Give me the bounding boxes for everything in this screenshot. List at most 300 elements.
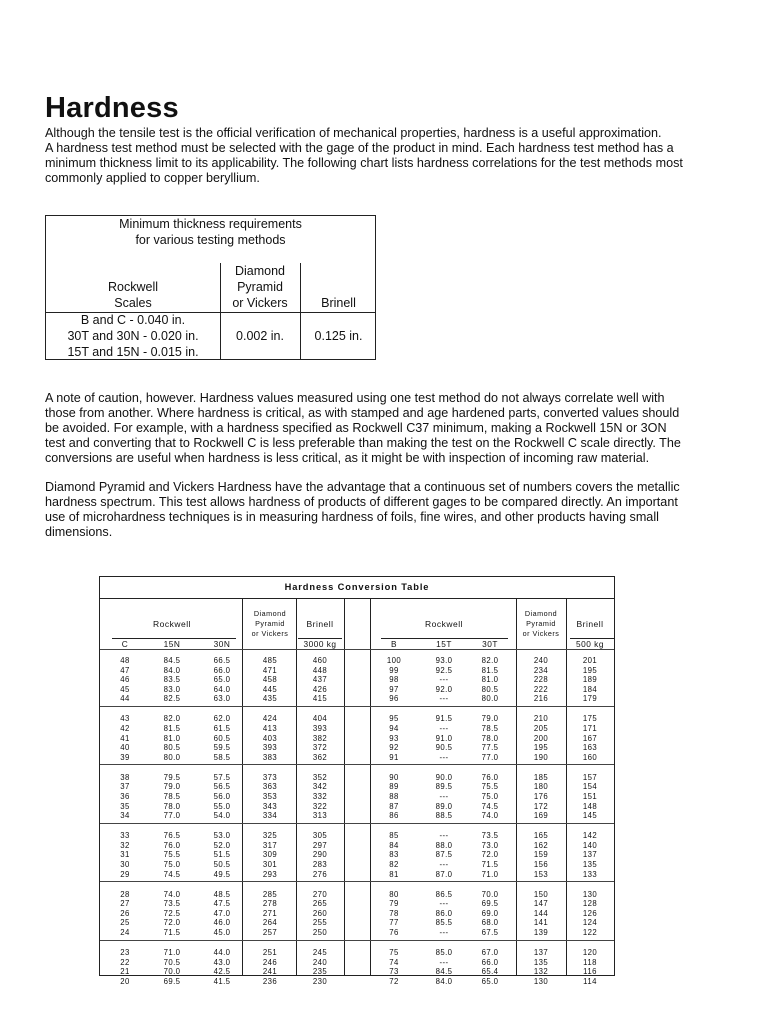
right-cell-15t: 91.0 [435, 733, 453, 743]
right-cell-dp: 185 [533, 772, 549, 782]
right-cell-brinell: 189 [582, 675, 598, 685]
right-cell-b: 92 [389, 743, 399, 753]
rockwell-value: B and C - 0.040 in. [80, 313, 186, 327]
right-cell-brinell: 154 [582, 782, 598, 792]
right-cell-15t: --- [439, 928, 449, 937]
left-cell-c: 42 [120, 724, 130, 733]
diamond-header-line: Diamond [234, 264, 286, 278]
left-cell-c: 47 [120, 665, 130, 675]
left-cell-brinell: 270 [312, 889, 328, 899]
left-cell-dp: 393 [262, 743, 278, 753]
left-cell-brinell: 404 [312, 714, 328, 724]
right-cell-b: 75 [389, 948, 399, 957]
intro-line: minimum thickness limit to its applicability. The following chart lists hardness correlations for the test methods most [45, 156, 683, 170]
left-cell-c: 20 [120, 976, 130, 986]
right-cell-15t: 87.0 [435, 869, 453, 879]
left-cell-15n: 77.0 [163, 811, 181, 821]
left-cell-brinell: 230 [312, 976, 328, 986]
left-cell-15n: 70.5 [163, 957, 181, 967]
left-cell-30n: 59.5 [213, 743, 231, 753]
right-cell-15t: --- [439, 831, 449, 841]
divider-right-dp [516, 598, 517, 975]
right-cell-30t: 69.5 [481, 899, 499, 909]
left-cell-30n: 56.5 [213, 782, 231, 792]
right-cell-dp: 210 [533, 714, 549, 724]
right-cell-dp: 222 [533, 684, 549, 694]
left-cell-c: 26 [120, 908, 130, 918]
left-cell-c: 40 [120, 743, 130, 753]
left-cell-15n: 79.5 [163, 772, 181, 782]
left-brinell-label: Brinell [306, 619, 334, 629]
left-cell-15n: 76.0 [163, 840, 181, 850]
right-cell-30t: 67.0 [481, 948, 499, 957]
right-cell-b: 81 [389, 869, 399, 879]
right-cell-30t: 81.0 [481, 675, 499, 685]
col-c: C [121, 639, 129, 649]
divider-left-brinell [296, 598, 297, 975]
right-cell-30t: 71.5 [481, 860, 499, 869]
right-cell-30t: 79.0 [481, 714, 499, 724]
right-cell-b: 99 [389, 665, 399, 675]
right-cell-30t: 75.0 [481, 792, 499, 801]
col-divider [300, 263, 301, 359]
right-cell-dp: 139 [533, 928, 549, 937]
right-cell-dp: 240 [533, 656, 549, 665]
left-cell-30n: 57.5 [213, 772, 231, 782]
left-cell-30n: 52.0 [213, 840, 231, 850]
divider-right-start [370, 598, 371, 975]
right-cell-15t: 90.5 [435, 743, 453, 753]
right-cell-b: 86 [389, 811, 399, 821]
left-cell-30n: 47.5 [213, 899, 231, 909]
min-table-title [46, 216, 375, 248]
left-cell-dp: 435 [262, 694, 278, 704]
left-cell-30n: 42.5 [213, 967, 231, 977]
right-cell-brinell: 130 [582, 889, 598, 899]
title-divider [100, 598, 614, 599]
left-cell-15n: 70.0 [163, 967, 181, 977]
diamond-line: dimensions. [45, 525, 113, 539]
right-cell-brinell: 160 [582, 752, 598, 762]
right-cell-brinell: 175 [582, 714, 598, 724]
right-rockwell-label: Rockwell [424, 619, 463, 629]
right-cell-30t: 67.5 [481, 928, 499, 937]
right-cell-30t: 81.5 [481, 665, 499, 675]
right-cell-30t: 73.0 [481, 840, 499, 850]
diamond-header-line: or Vickers [232, 296, 288, 310]
hardness-conversion-table [99, 576, 615, 986]
left-cell-dp: 264 [262, 918, 278, 928]
left-cell-15n: 69.5 [163, 976, 181, 986]
right-brinell-load: 500 kg [576, 639, 604, 649]
left-cell-dp: 343 [262, 801, 278, 811]
left-cell-30n: 49.5 [213, 869, 231, 879]
right-cell-dp: 144 [533, 908, 549, 918]
left-cell-brinell: 260 [312, 908, 328, 918]
left-cell-brinell: 342 [312, 782, 328, 792]
right-cell-15t: 87.5 [435, 850, 453, 860]
left-cell-dp: 317 [262, 840, 278, 850]
right-cell-b: 89 [389, 782, 399, 792]
right-cell-b: 83 [389, 850, 399, 860]
right-cell-30t: 71.0 [481, 869, 499, 879]
intro-paragraph [45, 126, 695, 186]
left-cell-30n: 63.0 [213, 694, 231, 704]
left-cell-c: 31 [120, 850, 130, 860]
right-cell-b: 77 [389, 918, 399, 928]
col-15t: 15T [436, 639, 452, 649]
right-dp-label [516, 609, 566, 639]
left-cell-30n: 45.0 [213, 928, 231, 937]
left-cell-brinell: 250 [312, 928, 328, 937]
left-cell-30n: 41.5 [213, 976, 231, 986]
left-cell-dp: 278 [262, 899, 278, 909]
left-cell-brinell: 460 [312, 656, 328, 665]
group-separator [100, 823, 614, 824]
right-cell-brinell: 140 [582, 840, 598, 850]
right-cell-dp: 190 [533, 752, 549, 762]
left-cell-15n: 79.0 [163, 782, 181, 792]
header-rule [100, 649, 614, 650]
right-cell-brinell: 122 [582, 928, 598, 937]
right-cell-b: 78 [389, 908, 399, 918]
left-cell-brinell: 372 [312, 743, 328, 753]
right-cell-30t: 80.5 [481, 684, 499, 694]
left-dp-label [246, 609, 294, 639]
right-cell-dp: 228 [533, 675, 549, 685]
right-cell-30t: 69.0 [481, 908, 499, 918]
left-cell-c: 41 [120, 733, 130, 743]
left-cell-c: 43 [120, 714, 130, 724]
left-cell-15n: 76.5 [163, 831, 181, 841]
left-cell-dp: 424 [262, 714, 278, 724]
left-cell-15n: 71.0 [163, 948, 181, 957]
min-table-title-line: for various testing methods [135, 233, 286, 247]
right-cell-dp: 159 [533, 850, 549, 860]
right-cell-b: 98 [389, 675, 399, 685]
left-cell-c: 44 [120, 694, 130, 704]
right-cell-b: 87 [389, 801, 399, 811]
group-separator [100, 706, 614, 707]
left-cell-brinell: 362 [312, 752, 328, 762]
right-cell-15t: 86.5 [435, 889, 453, 899]
right-cell-15t: --- [439, 694, 449, 704]
rockwell-header-line: Rockwell [107, 280, 158, 294]
left-cell-15n: 74.0 [163, 889, 181, 899]
rockwell-header [46, 279, 220, 311]
left-cell-dp: 471 [262, 665, 278, 675]
right-cell-brinell: 120 [582, 948, 598, 957]
right-cell-30t: 74.5 [481, 801, 499, 811]
right-cell-dp: 172 [533, 801, 549, 811]
left-cell-15n: 83.5 [163, 675, 181, 685]
left-cell-15n: 75.0 [163, 860, 181, 869]
left-cell-dp: 363 [262, 782, 278, 792]
left-rockwell-label: Rockwell [152, 619, 191, 629]
right-cell-b: 72 [389, 976, 399, 986]
left-cell-15n: 78.0 [163, 801, 181, 811]
caution-paragraph [45, 391, 695, 466]
rockwell-header-line: Scales [114, 296, 152, 310]
right-cell-30t: 68.0 [481, 918, 499, 928]
right-cell-15t: 84.5 [435, 967, 453, 977]
left-cell-brinell: 305 [312, 831, 328, 841]
diamond-line: Diamond Pyramid and Vickers Hardness have the advantage that a continuous set of numbers covers the metallic [45, 480, 680, 494]
right-cell-dp: 176 [533, 792, 549, 801]
left-cell-15n: 83.0 [163, 684, 181, 694]
left-cell-dp: 383 [262, 752, 278, 762]
right-cell-15t: 88.0 [435, 840, 453, 850]
left-cell-c: 48 [120, 656, 130, 665]
right-cell-dp: 162 [533, 840, 549, 850]
right-cell-15t: 93.0 [435, 656, 453, 665]
right-cell-15t: 90.0 [435, 772, 453, 782]
right-cell-b: 73 [389, 967, 399, 977]
left-cell-dp: 271 [262, 908, 278, 918]
intro-line: Although the tensile test is the official verification of mechanical properties, hardness is a useful approximation. [45, 126, 662, 140]
left-cell-c: 39 [120, 752, 130, 762]
right-cell-30t: 76.0 [481, 772, 499, 782]
left-cell-15n: 84.5 [163, 656, 181, 665]
caution-line: be avoided. For example, with a hardness specified as Rockwell C37 minimum, making a Rockwell 15N or 3ON [45, 421, 667, 435]
left-cell-c: 23 [120, 948, 130, 957]
right-cell-30t: 66.0 [481, 957, 499, 967]
right-cell-dp: 195 [533, 743, 549, 753]
left-cell-brinell: 448 [312, 665, 328, 675]
group-separator [100, 940, 614, 941]
page-title: Hardness [45, 92, 179, 124]
right-cell-15t: 86.0 [435, 908, 453, 918]
left-cell-30n: 53.0 [213, 831, 231, 841]
right-cell-brinell: 142 [582, 831, 598, 841]
right-cell-brinell: 145 [582, 811, 598, 821]
caution-line: those from another. Where hardness is critical, as with stamped and age hardened parts, converted values should [45, 406, 680, 420]
col-15n: 15N [163, 639, 181, 649]
left-cell-dp: 251 [262, 948, 278, 957]
right-cell-brinell: 163 [582, 743, 598, 753]
right-cell-b: 76 [389, 928, 399, 937]
right-cell-dp: 147 [533, 899, 549, 909]
left-cell-30n: 46.0 [213, 918, 231, 928]
right-cell-dp: 153 [533, 869, 549, 879]
left-cell-dp: 485 [262, 656, 278, 665]
left-cell-15n: 72.0 [163, 918, 181, 928]
right-cell-dp: 169 [533, 811, 549, 821]
left-cell-brinell: 283 [312, 860, 328, 869]
left-cell-30n: 43.0 [213, 957, 231, 967]
right-cell-30t: 82.0 [481, 656, 499, 665]
divider-left-end [344, 598, 345, 975]
left-cell-15n: 81.0 [163, 733, 181, 743]
rockwell-value: 30T and 30N - 0.020 in. [67, 329, 199, 343]
left-cell-dp: 309 [262, 850, 278, 860]
right-cell-brinell: 137 [582, 850, 598, 860]
left-cell-30n: 55.0 [213, 801, 231, 811]
caution-line: conversions are useful when hardness is less critical, as it might be with inspection of incoming raw material. [45, 451, 650, 465]
left-cell-brinell: 332 [312, 792, 328, 801]
diamond-paragraph [45, 480, 695, 540]
left-cell-brinell: 255 [312, 918, 328, 928]
right-cell-15t: 89.5 [435, 782, 453, 792]
left-cell-brinell: 276 [312, 869, 328, 879]
left-cell-c: 25 [120, 918, 130, 928]
left-cell-brinell: 322 [312, 801, 328, 811]
right-cell-15t: 92.0 [435, 684, 453, 694]
left-cell-dp: 353 [262, 792, 278, 801]
left-cell-15n: 80.0 [163, 752, 181, 762]
right-cell-15t: 91.5 [435, 714, 453, 724]
right-cell-b: 80 [389, 889, 399, 899]
right-cell-b: 74 [389, 957, 399, 967]
diamond-header [220, 263, 300, 311]
brinell-value: 0.125 in. [314, 329, 363, 343]
left-cell-30n: 65.0 [213, 675, 231, 685]
left-cell-brinell: 297 [312, 840, 328, 850]
dp-label-line: Diamond [524, 609, 558, 618]
right-cell-dp: 200 [533, 733, 549, 743]
right-cell-15t: 84.0 [435, 976, 453, 986]
right-cell-b: 95 [389, 714, 399, 724]
left-cell-30n: 60.5 [213, 733, 231, 743]
left-cell-15n: 81.5 [163, 724, 181, 733]
dp-label-line: or Vickers [251, 629, 289, 638]
left-cell-c: 28 [120, 889, 130, 899]
left-cell-brinell: 290 [312, 850, 328, 860]
right-cell-15t: 89.0 [435, 801, 453, 811]
left-cell-30n: 56.0 [213, 792, 231, 801]
diamond-value: 0.002 in. [236, 329, 284, 343]
left-cell-brinell: 393 [312, 724, 328, 733]
group-separator [100, 881, 614, 882]
right-cell-15t: --- [439, 957, 449, 967]
right-cell-15t: 88.5 [435, 811, 453, 821]
right-cell-brinell: 148 [582, 801, 598, 811]
right-cell-15t: --- [439, 899, 449, 909]
left-cell-brinell: 415 [312, 694, 328, 704]
left-cell-brinell: 313 [312, 811, 328, 821]
right-cell-brinell: 128 [582, 899, 598, 909]
left-brinell-load: 3000 kg [303, 639, 337, 649]
right-cell-15t: 85.0 [435, 948, 453, 957]
left-cell-15n: 82.5 [163, 694, 181, 704]
divider-left-dp [242, 598, 243, 975]
left-cell-c: 33 [120, 831, 130, 841]
left-cell-c: 37 [120, 782, 130, 792]
left-cell-dp: 403 [262, 733, 278, 743]
left-cell-c: 36 [120, 792, 130, 801]
left-cell-dp: 301 [262, 860, 278, 869]
right-cell-brinell: 201 [582, 656, 598, 665]
left-cell-brinell: 240 [312, 957, 328, 967]
rockwell-values [46, 312, 220, 360]
left-cell-c: 46 [120, 675, 130, 685]
rockwell-value: 15T and 15N - 0.015 in. [67, 345, 199, 359]
right-cell-b: 96 [389, 694, 399, 704]
divider-right-brinell [566, 598, 567, 975]
right-cell-brinell: 195 [582, 665, 598, 675]
right-cell-dp: 234 [533, 665, 549, 675]
right-cell-dp: 180 [533, 782, 549, 792]
right-cell-b: 79 [389, 899, 399, 909]
caution-line: A note of caution, however. Hardness values measured using one test method do not always correlate well with [45, 391, 665, 405]
col-30t: 30T [482, 639, 498, 649]
left-cell-c: 27 [120, 899, 130, 909]
col-b: B [390, 639, 398, 649]
dp-label-line: Pyramid [255, 619, 285, 628]
left-cell-30n: 66.0 [213, 665, 231, 675]
right-cell-30t: 65.4 [481, 967, 499, 977]
right-cell-dp: 137 [533, 948, 549, 957]
left-cell-15n: 71.5 [163, 928, 181, 937]
right-cell-b: 93 [389, 733, 399, 743]
right-cell-b: 88 [389, 792, 399, 801]
conversion-table-title: Hardness Conversion Table [284, 582, 430, 592]
right-cell-brinell: 171 [582, 724, 598, 733]
left-cell-dp: 445 [262, 684, 278, 694]
left-cell-c: 24 [120, 928, 130, 937]
right-cell-brinell: 114 [583, 976, 597, 986]
left-cell-c: 35 [120, 801, 130, 811]
left-cell-30n: 66.5 [213, 656, 231, 665]
right-cell-dp: 135 [533, 957, 549, 967]
dp-label-line: Pyramid [526, 619, 556, 628]
right-cell-dp: 156 [533, 860, 549, 869]
right-cell-brinell: 133 [582, 869, 598, 879]
left-cell-15n: 72.5 [163, 908, 181, 918]
left-cell-30n: 58.5 [213, 752, 231, 762]
left-cell-30n: 44.0 [213, 948, 231, 957]
left-cell-30n: 64.0 [213, 684, 231, 694]
left-cell-c: 21 [120, 967, 130, 977]
left-cell-30n: 48.5 [213, 889, 231, 899]
right-cell-15t: --- [439, 724, 449, 733]
right-cell-15t: --- [439, 675, 449, 685]
left-cell-brinell: 265 [312, 899, 328, 909]
right-cell-30t: 78.5 [481, 724, 499, 733]
intro-line: A hardness test method must be selected with the gage of the product in mind. Each hardness test method has a [45, 141, 674, 155]
left-cell-brinell: 426 [312, 684, 328, 694]
left-cell-c: 32 [120, 840, 130, 850]
right-cell-b: 84 [389, 840, 399, 850]
right-cell-dp: 132 [533, 967, 549, 977]
right-cell-30t: 70.0 [481, 889, 499, 899]
left-cell-30n: 47.0 [213, 908, 231, 918]
left-cell-15n: 80.5 [163, 743, 181, 753]
right-cell-b: 82 [389, 860, 399, 869]
right-cell-brinell: 157 [582, 772, 598, 782]
group-separator [100, 764, 614, 765]
left-cell-brinell: 437 [312, 675, 328, 685]
left-cell-brinell: 235 [312, 967, 328, 977]
right-cell-dp: 165 [533, 831, 549, 841]
right-cell-30t: 65.0 [481, 976, 499, 986]
min-table-title-line: Minimum thickness requirements [119, 217, 302, 231]
left-cell-c: 29 [120, 869, 130, 879]
right-cell-brinell: 167 [582, 733, 598, 743]
right-cell-dp: 205 [533, 724, 549, 733]
right-cell-b: 91 [389, 752, 399, 762]
right-cell-brinell: 124 [582, 918, 598, 928]
left-cell-dp: 293 [262, 869, 278, 879]
right-cell-b: 100 [386, 656, 402, 665]
left-cell-dp: 458 [262, 675, 278, 685]
right-cell-b: 94 [389, 724, 399, 733]
right-cell-30t: 77.0 [481, 752, 499, 762]
left-cell-brinell: 245 [312, 948, 328, 957]
right-cell-brinell: 179 [582, 694, 598, 704]
left-cell-brinell: 352 [312, 772, 328, 782]
left-cell-15n: 74.5 [163, 869, 181, 879]
